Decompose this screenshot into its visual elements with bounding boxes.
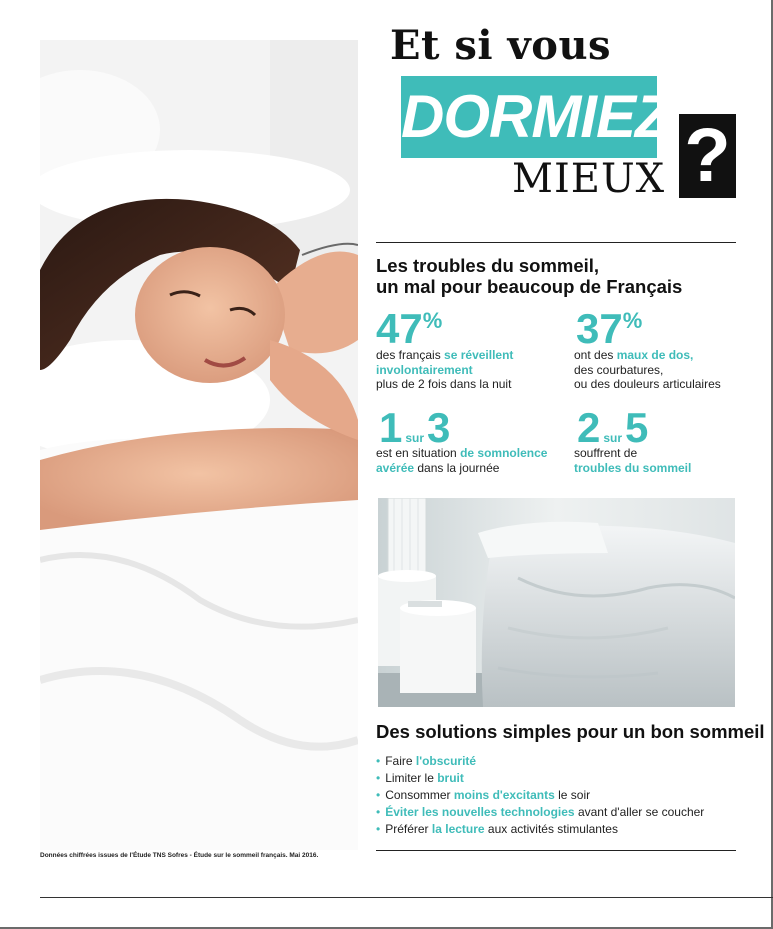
- stat-1sur3-highlight2: avérée: [376, 460, 415, 475]
- stat-47-unit: %: [422, 308, 443, 333]
- stat-1sur3-highlight: de somnolence: [460, 446, 548, 460]
- tip-item: [376, 753, 704, 770]
- title-line1: Et si vous: [390, 22, 612, 69]
- stat-47-highlight2: involontairement: [376, 362, 473, 377]
- section1-heading-line1: Les troubles du sommeil,: [376, 255, 600, 276]
- footer-rule: [40, 897, 773, 898]
- tip-item: [376, 804, 704, 821]
- title-highlight-word: DORMIEZ: [401, 83, 671, 150]
- stat-37-line3: ou des douleurs articulaires: [574, 377, 721, 391]
- stat-2sur5-text: [574, 446, 691, 475]
- stat-1sur3-a: 1: [379, 404, 403, 451]
- tip-pre: Limiter le: [385, 771, 438, 785]
- stat-1sur3-b: 3: [427, 404, 451, 451]
- tip-highlight: l'obscurité: [415, 754, 477, 768]
- tips-list: [376, 753, 704, 838]
- stat-47-value: 47: [376, 305, 423, 352]
- stat-47-number: [376, 305, 443, 352]
- bedroom-bed-photo: [378, 498, 735, 707]
- tip-highlight: Éviter les nouvelles technologies: [385, 805, 575, 819]
- divider-bottom: [376, 850, 736, 851]
- stat-2sur5-sur: sur: [603, 431, 623, 445]
- stat-37-text: [574, 348, 721, 392]
- stat-37-number: [576, 305, 643, 352]
- tip-highlight: moins d'excitants: [453, 788, 555, 802]
- bullet-dot: •: [376, 771, 381, 785]
- stat-2sur5-a: 2: [577, 404, 601, 451]
- stat-1sur3-text: [376, 446, 547, 475]
- tip-highlight: la lecture: [431, 822, 485, 836]
- bullet-dot: •: [376, 754, 381, 768]
- section1-heading-line2: un mal pour beaucoup de Français: [376, 276, 683, 297]
- tip-post: aux activités stimulantes: [484, 822, 618, 836]
- stat-1sur3-pre: est en situation: [376, 446, 461, 460]
- title-line3: MIEUX: [512, 156, 666, 202]
- tip-pre: Préférer: [385, 822, 432, 836]
- stat-2sur5-line1: souffrent de: [574, 446, 638, 460]
- divider-top: [376, 242, 736, 243]
- tip-pre: Consommer: [385, 788, 454, 802]
- tip-item: [376, 821, 704, 838]
- bullet-dot: •: [376, 788, 381, 802]
- stat-1sur3-sur: sur: [405, 431, 425, 445]
- stat-37-highlight: maux de dos,: [616, 348, 694, 362]
- stat-47-pre: des français: [376, 348, 445, 362]
- stat-2sur5-b: 5: [625, 404, 649, 451]
- stat-37-line2: des courbatures,: [574, 362, 664, 377]
- stat-1sur3-rest: dans la journée: [414, 460, 500, 475]
- stat-47-text: [376, 348, 513, 392]
- woman-sleeping-photo: [40, 40, 358, 850]
- tip-post: avant d'aller se coucher: [574, 805, 705, 819]
- tip-item: [376, 770, 704, 787]
- tip-item: [376, 787, 704, 804]
- bullet-dot: •: [376, 805, 381, 819]
- section2-heading: Des solutions simples pour un bon sommeil: [376, 721, 765, 742]
- stat-37-pre: ont des: [574, 348, 617, 362]
- question-mark-box: ?: [679, 114, 736, 198]
- source-caption: Données chiffrées issues de l'Étude TNS Sofres - Étude sur le sommeil français. Mai 2016.: [40, 852, 319, 859]
- stat-47-line3: plus de 2 fois dans la nuit: [376, 377, 512, 391]
- tip-pre: Faire: [385, 754, 416, 768]
- stat-2sur5-highlight: troubles du sommeil: [574, 460, 692, 475]
- tip-highlight: bruit: [437, 771, 464, 785]
- stat-47-highlight: se réveillent: [444, 348, 514, 362]
- stat-37-unit: %: [622, 308, 643, 333]
- bullet-dot: •: [376, 822, 381, 836]
- tip-post: le soir: [554, 788, 591, 802]
- stat-37-value: 37: [576, 305, 623, 352]
